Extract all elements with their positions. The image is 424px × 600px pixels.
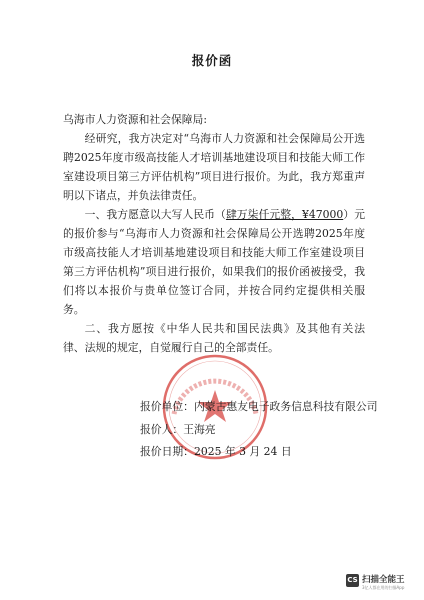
signature-person-label: 报价人：	[140, 423, 184, 436]
paragraph-price	[63, 205, 365, 319]
scanner-logo-icon: CS	[346, 574, 359, 587]
signature-date-label: 报价日期：	[140, 445, 194, 458]
price-text-before: 一、我方愿意以大写人民币（	[84, 208, 226, 221]
signature-unit-value: 内蒙古惠友电子政务信息科技有限公司	[193, 400, 378, 413]
signature-person-value: 王海亮	[183, 423, 216, 436]
signature-person	[140, 422, 216, 437]
price-amount: 肆万柒仟元整，¥47000	[225, 208, 344, 221]
scanner-app-name: 扫描全能王	[362, 575, 405, 585]
signature-unit-label: 报价单位：	[140, 400, 194, 413]
signature-unit	[140, 399, 378, 414]
salutation: 乌海市人力资源和社会保障局:	[63, 113, 207, 126]
paragraph-legal: 二、我方愿按《中华人民共和国民法典》及其他有关法律、法规的规定，自觉履行自己的全部责任。	[63, 322, 365, 354]
paragraph-intro: 经研究，我方决定对“乌海市人力资源和社会保障局公开选聘2025年度市级高技能人才培训基地建设项目和技能大师工作室建设项目第三方评估机构”项目进行报价。为此，我方郑重声明以下诸点，并负法律责任。	[63, 132, 365, 202]
price-text-after: ）元的报价参与“乌海市人力资源和社会保障局公开选聘2025年度市级高技能人才培训基地建设项目和技能大师工作室建设项目第三方评估机构”项目进行报价，如果我们的报价函被接受，我们将以本报价与贵单位签订合同，并按合同约定提供相关服务。	[63, 208, 366, 316]
document-title: 报价函	[191, 53, 233, 68]
signature-date-value: 2025 年 3 月 24 日	[193, 445, 292, 458]
scanner-watermark	[346, 572, 416, 594]
scanner-app-subtitle: 3亿人都在用的扫描App	[362, 585, 405, 590]
signature-date	[140, 444, 292, 459]
